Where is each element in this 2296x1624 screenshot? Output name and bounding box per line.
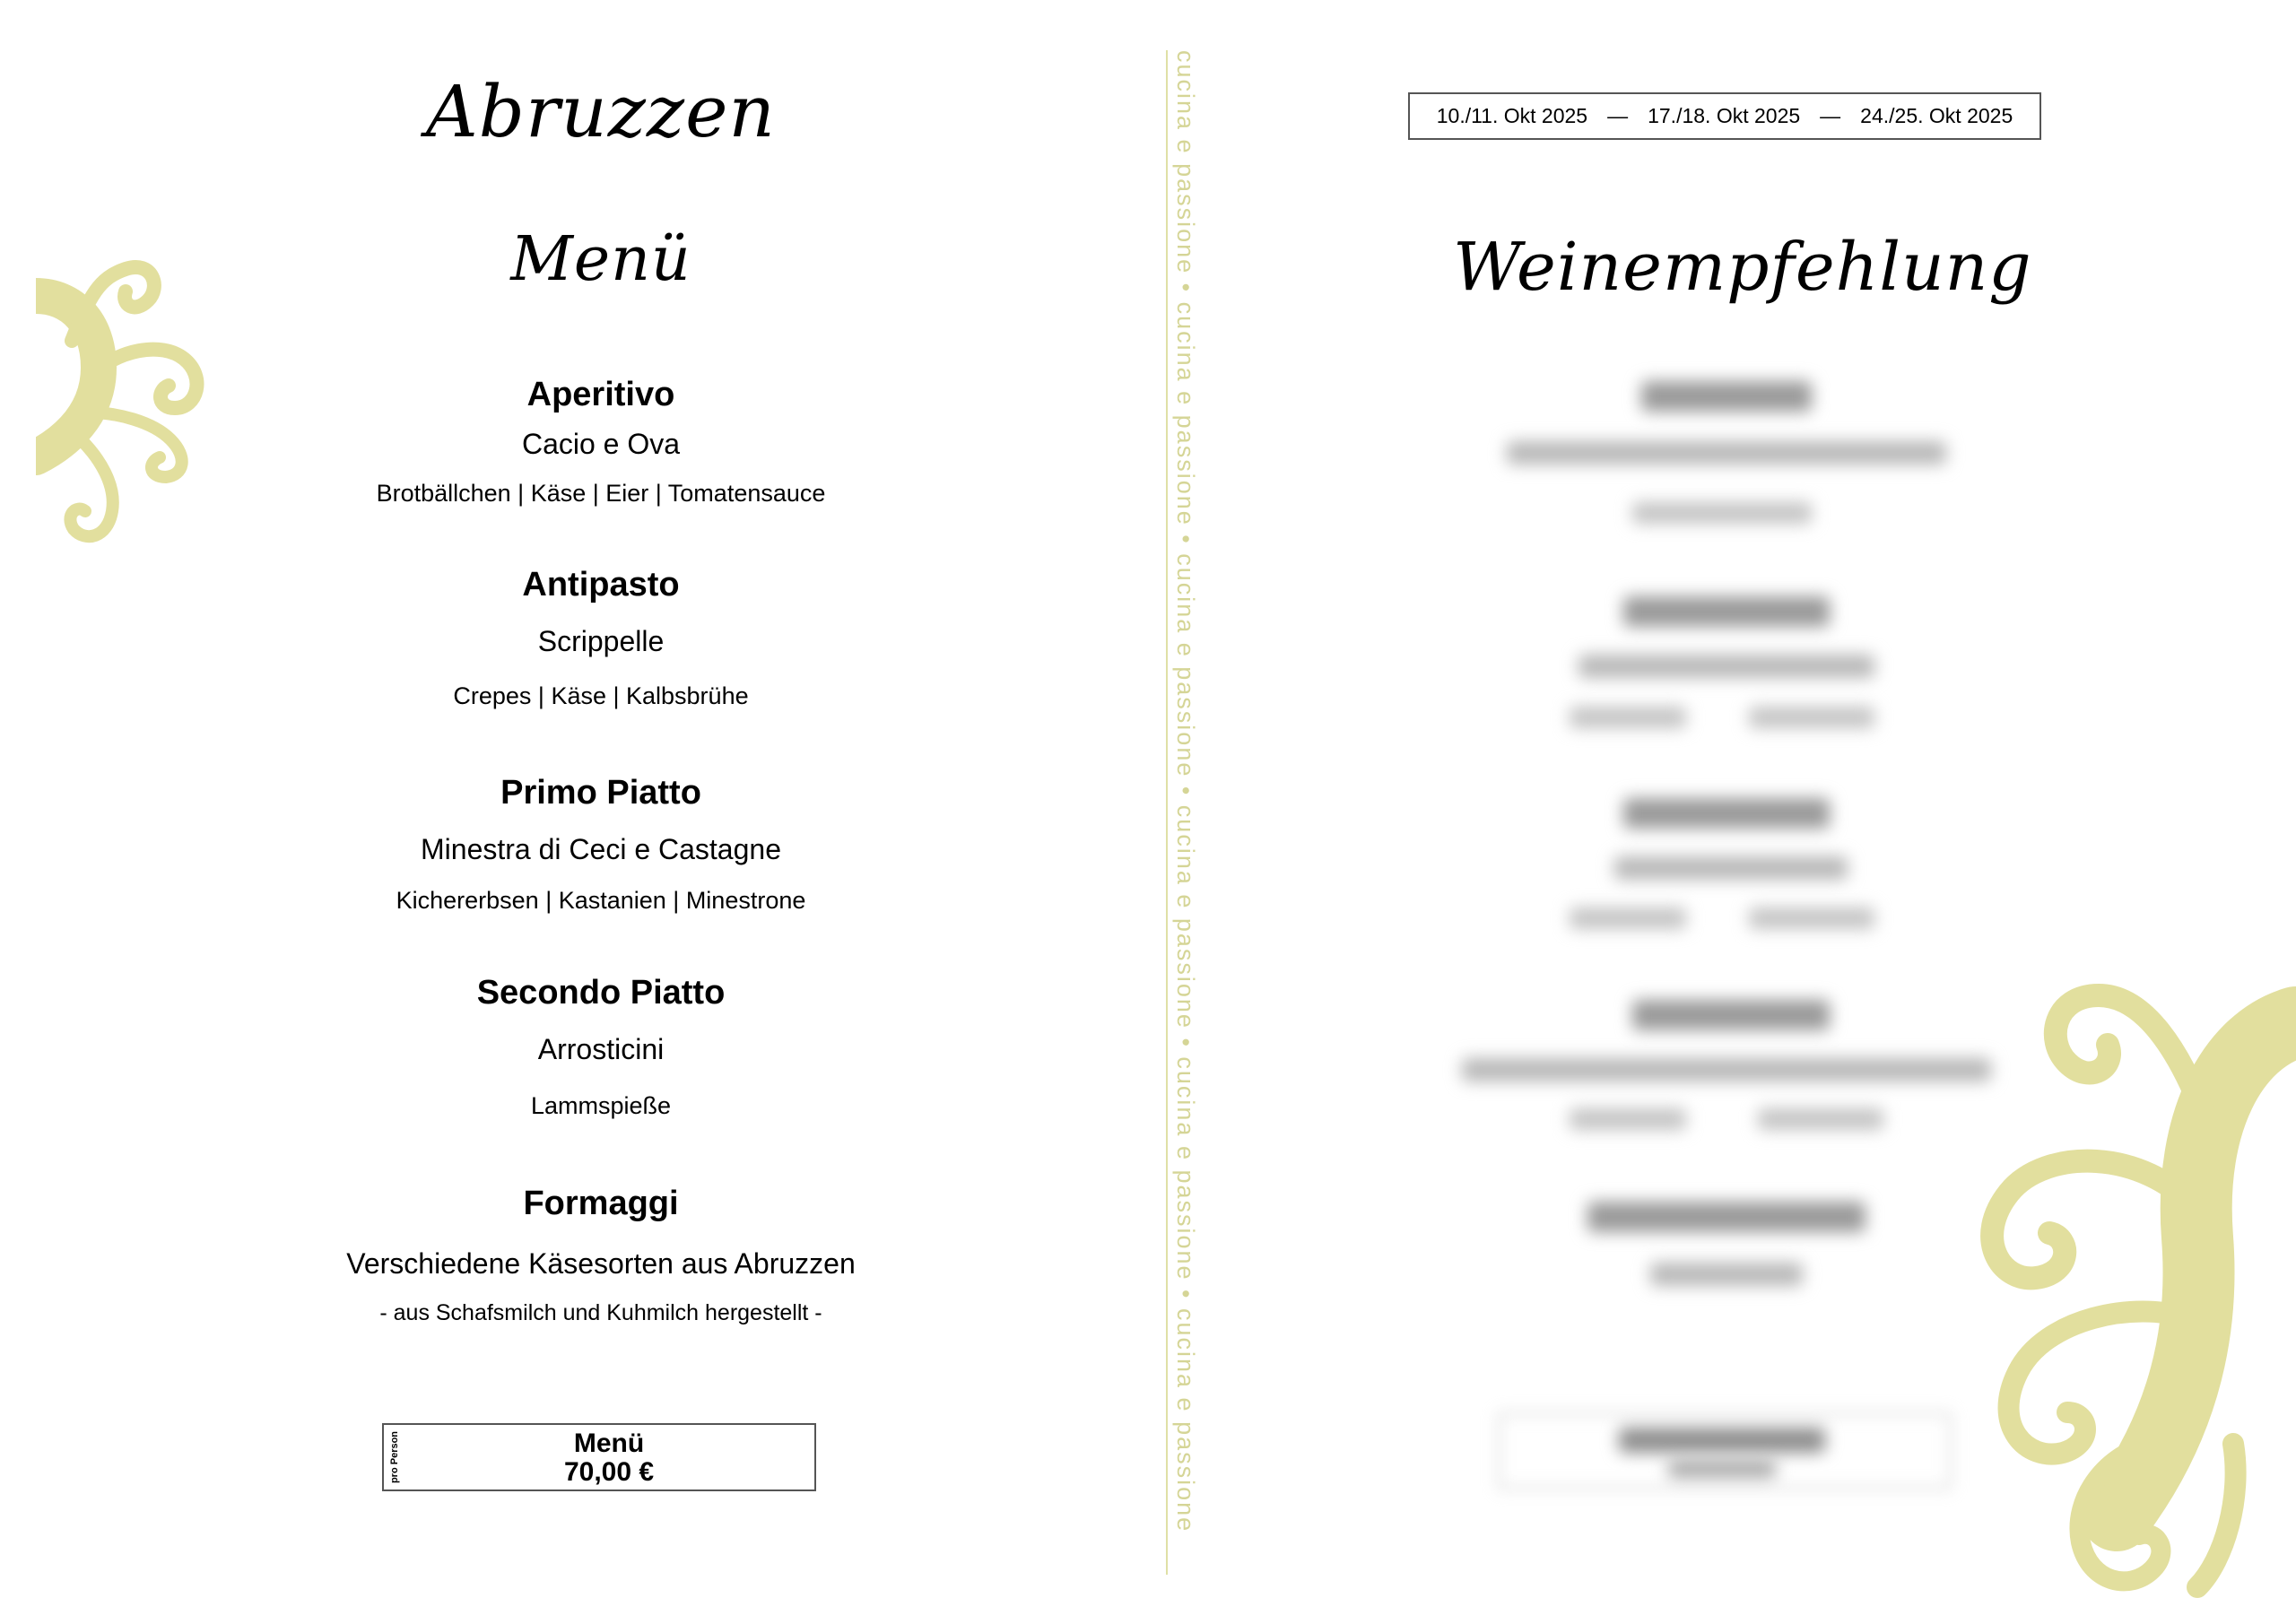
- event-dates: [1408, 92, 2041, 140]
- date-3: 24./25. Okt 2025: [1860, 104, 2013, 127]
- course-aperitivo: [242, 375, 960, 508]
- course-name: Formaggi: [523, 1185, 679, 1222]
- price-unit-label: pro Person: [389, 1430, 401, 1484]
- course-name: Secondo Piatto: [476, 974, 726, 1012]
- date-separator: —: [1820, 104, 1841, 127]
- course-name: Antipasto: [522, 566, 680, 604]
- course-antipasto: [242, 565, 960, 710]
- course-dish: Cacio e Ova: [521, 428, 681, 460]
- course-dish: Verschiedene Käsesorten aus Abruzzen: [346, 1247, 856, 1280]
- course-primo-piatto: [242, 773, 960, 915]
- octopus-tentacles-right-icon: [1937, 942, 2296, 1614]
- date-1: 10./11. Okt 2025: [1436, 104, 1588, 127]
- course-description: Crepes | Käse | Kalbsbrühe: [453, 682, 749, 709]
- course-description: - aus Schafsmilch und Kuhmilch hergestellt -: [379, 1300, 822, 1325]
- region-title: Abruzzen: [426, 70, 776, 153]
- course-name: Aperitivo: [526, 376, 675, 413]
- date-separator: —: [1607, 104, 1629, 127]
- course-formaggi: [242, 1184, 960, 1327]
- price-title: Menü: [573, 1429, 645, 1458]
- divider-slogan: cucina e passione • cucina e passione • cucina e passione • cucina e passione • cucina e passione • cucina e passione: [1172, 50, 1199, 1533]
- course-name: Primo Piatto: [500, 774, 701, 812]
- course-secondo-piatto: [242, 973, 960, 1120]
- course-dish: Arrosticini: [537, 1033, 665, 1065]
- course-description: Brotbällchen | Käse | Eier | Tomatensauce: [376, 480, 826, 507]
- course-dish: Minestra di Ceci e Castagne: [421, 833, 781, 865]
- course-description: Lammspieße: [530, 1092, 672, 1119]
- date-2: 17./18. Okt 2025: [1648, 104, 1801, 127]
- wine-title: Weinempfehlung: [1453, 229, 2032, 306]
- price-unit-label-wrap: [386, 1425, 404, 1489]
- menu-title: Menü: [510, 224, 691, 295]
- page-divider: [1166, 50, 1168, 1575]
- course-description: Kichererbsen | Kastanien | Minestrone: [396, 887, 806, 914]
- price-box: [382, 1423, 816, 1491]
- price-value: 70,00 €: [563, 1457, 655, 1487]
- course-dish: Scrippelle: [537, 625, 665, 657]
